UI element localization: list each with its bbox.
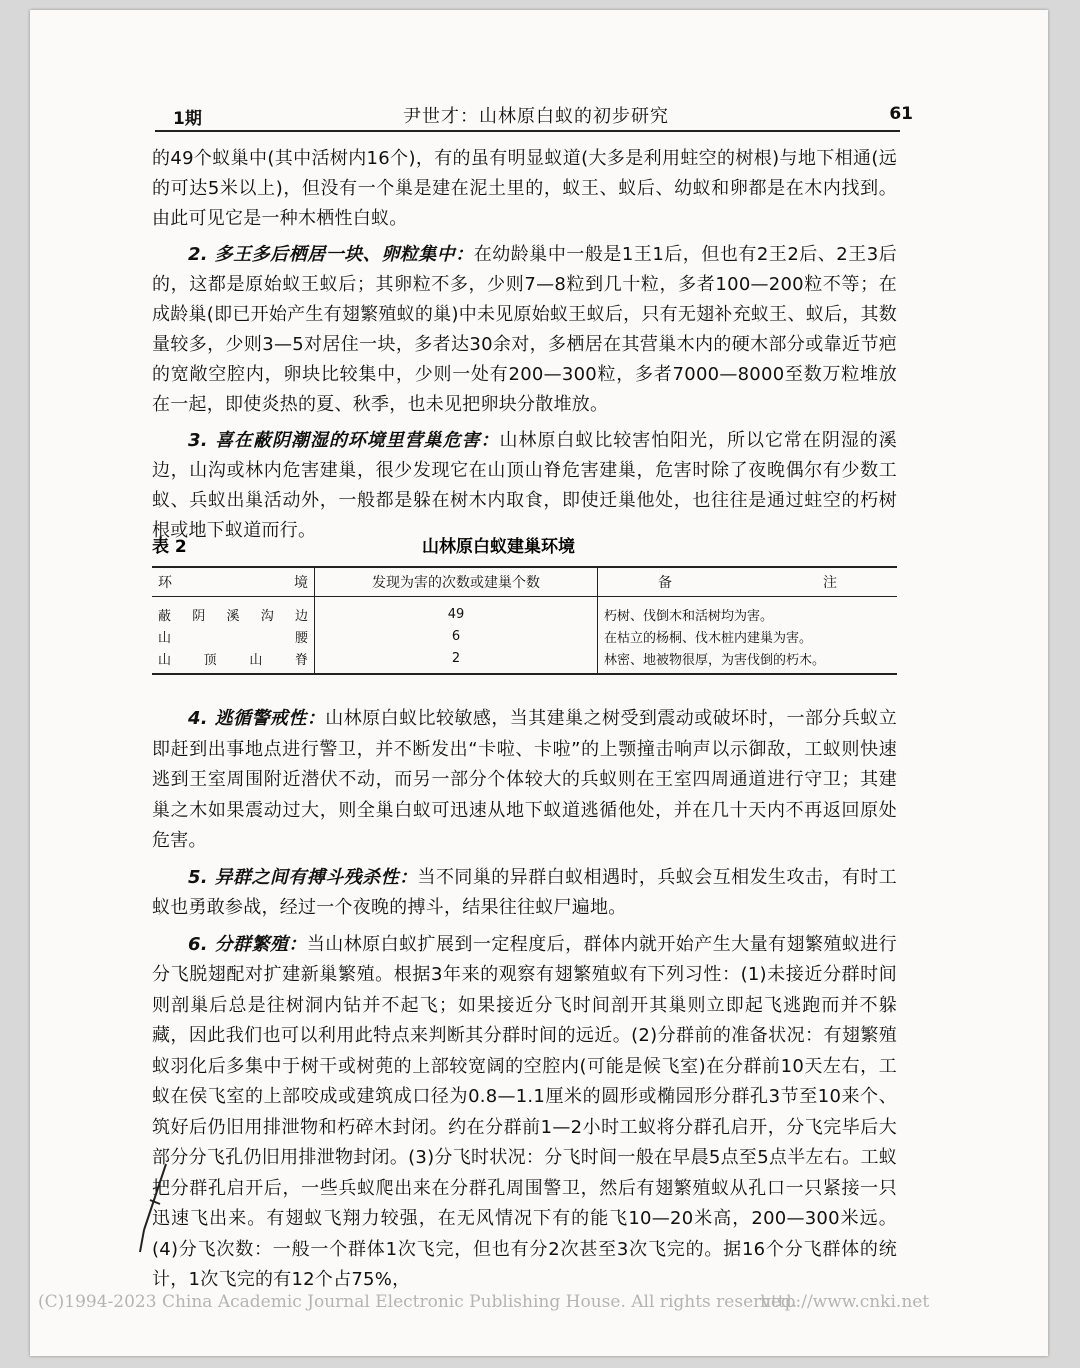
section-heading: 2. 多王多后栖居一块、卵粒集中： — [188, 244, 474, 265]
page-number: 61 — [889, 104, 913, 124]
section-heading: 4. 逃循警戒性： — [188, 708, 326, 729]
paragraph: 3. 喜在蔽阴潮湿的环境里营巢危害：山林原白蚁比较害怕阳光，所以它常在阴湿的溪边，山沟或林内危害建巢，很少发现它在山顶山脊危害建巢，危害时除了夜晚偶尔有少数工蚁、兵蚁出巢活动外，一般都是躲在树木内取食，即使迁巢他处，也往往是通过蛀空的朽树根或地下蚁道而行。 — [152, 430, 897, 541]
section-heading: 3. 喜在蔽阴潮湿的环境里营巢危害： — [188, 430, 500, 451]
section-heading: 6. 分群繁殖： — [188, 933, 307, 955]
running-title: 尹世才：山林原白蚁的初步研究 — [403, 106, 669, 127]
data-table — [152, 566, 897, 675]
table-header-row — [152, 567, 897, 597]
table-row — [152, 625, 897, 647]
issue-number: 1期 — [173, 109, 202, 129]
table-cell: 山顶山脊 — [152, 647, 315, 674]
table-row — [152, 647, 897, 674]
column-header: 备 注 — [598, 567, 898, 597]
table-cell: 山腰 — [158, 630, 308, 646]
table-label: 表 2 — [152, 537, 187, 557]
header-rule — [155, 130, 900, 132]
table-row — [152, 597, 897, 626]
paragraph: 5. 异群之间有搏斗残杀性：当不同巢的异群白蚁相遇时，兵蚁会互相发生攻击，有时工蚁也勇敢参战，经过一个夜晚的搏斗，结果往往蚁尸遍地。 — [152, 866, 897, 918]
table-cell: 2 — [315, 647, 598, 674]
paragraph: 的49个蚁巢中(其中活树内16个)，有的虽有明显蚁道(大多是利用蛀空的树根)与地下相通(远的可达5米以上)，但没有一个巢是建在泥土里的，蚁王、蚁后、幼蚁和卵都是在木内找到。由此可见它是一种木栖性白蚁。 — [152, 148, 897, 229]
paragraph: 2. 多王多后栖居一块、卵粒集中：在幼龄巢中一般是1王1后，但也有2王2后、2王3后的，这都是原始蚁王蚁后；其卵粒不多，少则7—8粒到几十粒，多者100—200粒不等；在成龄巢(即已开始产生有翅繁殖蚁的巢)中未见原始蚁王蚁后，只有无翅补充蚁王、蚁后，其数量较多，少则3—5对居住一块，多者达30余对，多栖居在其营巢木内的硬木部分或靠近节疤的宽敞空腔内，卵块比较集中，少则一处有200—300粒，多者7000—8000至数万粒堆放在一起，即使炎热的夏、秋季，也未见把卵块分散堆放。 — [152, 244, 897, 415]
paragraph: 6. 分群繁殖：当山林原白蚁扩展到一定程度后，群体内就开始产生大量有翅繁殖蚁进行分飞脱翅配对扩建新巢繁殖。根据3年来的观察有翅繁殖蚁有下列习性：(1)未接近分群时间则剖巢后总是往树洞内钻并不起飞；如果接近分飞时间剖开其巢则立即起飞逃跑而并不躲藏，因此我们也可以利用此特点来判断其分群时间的远近。(2)分群前的准备状况：有翅繁殖蚁羽化后多集中于树干或树蔸的上部较宽阔的空腔内(可能是候飞室)在分群前10天左右，工蚁在侯飞室的上部咬成或建筑成口径为0.8—1.1厘米的圆形或椭园形分群孔3节至10来个、筑好后仍旧用排泄物和朽碎木封闭。约在分群前1—2小时工蚁将分群孔启开，分飞完毕后大部分分飞孔仍旧用排泄物封闭。(3)分飞时状况：分飞时间一般在早晨5点至5点半左右。工蚁把分群孔启开后，一些兵蚁爬出来在分群孔周围警卫，然后有翅繁殖蚁从孔口一只紧接一只迅速飞出来。有翅蚁飞翔力较强，在无风情况下有的能飞10—20米高，200—300米远。(4)分飞次数：一般一个群体1次飞完，但也有分2次甚至3次飞完的。据16个分飞群体的统计，1次飞完的有12个占75%， — [152, 933, 897, 1290]
column-header: 发现为害的次数或建巢个数 — [315, 567, 598, 597]
table-cell: 蔽阴溪沟边 — [158, 608, 308, 624]
footer-url: http://www.cnki.net — [760, 1292, 930, 1312]
table-title: 山林原白蚁建巢环境 — [422, 537, 575, 557]
section-heading: 5. 异群之间有搏斗残杀性： — [188, 866, 418, 888]
table-cell: 6 — [315, 625, 598, 647]
pen-annotation-mark — [136, 1160, 176, 1260]
table-cell: 在枯立的杨桐、伐木桩内建巢为害。 — [604, 630, 813, 646]
copyright-text: (C)1994-2023 China Academic Journal Electronic Publishing House. All rights reserved. — [38, 1292, 798, 1312]
table-cell: 朽树、伐倒木和活树均为害。 — [604, 608, 774, 624]
copyright-footer — [38, 1292, 938, 1312]
table-cell: 49 — [315, 597, 598, 626]
body-text-bottom — [152, 704, 897, 1302]
column-header: 环 境 — [152, 567, 315, 597]
paragraph: 4. 逃循警戒性：山林原白蚁比较敏感，当其建巢之树受到震动或破坏时，一部分兵蚁立即赶到出事地点进行警卫，并不断发出“卡啦、卡啦”的上颚撞击响声以示御敌，工蚁则快速逃到王室周围附近潜伏不动，而另一部分个体较大的兵蚁则在王室四周通道进行守卫；其建巢之木如果震动过大，则全巢白蚁可迅速从地下蚁道逃循他处，并在几十天内不再返回原处危害。 — [152, 708, 897, 851]
table-caption — [152, 532, 867, 556]
table-cell: 林密、地被物很厚，为害伐倒的朽木。 — [598, 647, 898, 674]
body-text-top — [152, 144, 897, 552]
page-header — [173, 98, 913, 134]
